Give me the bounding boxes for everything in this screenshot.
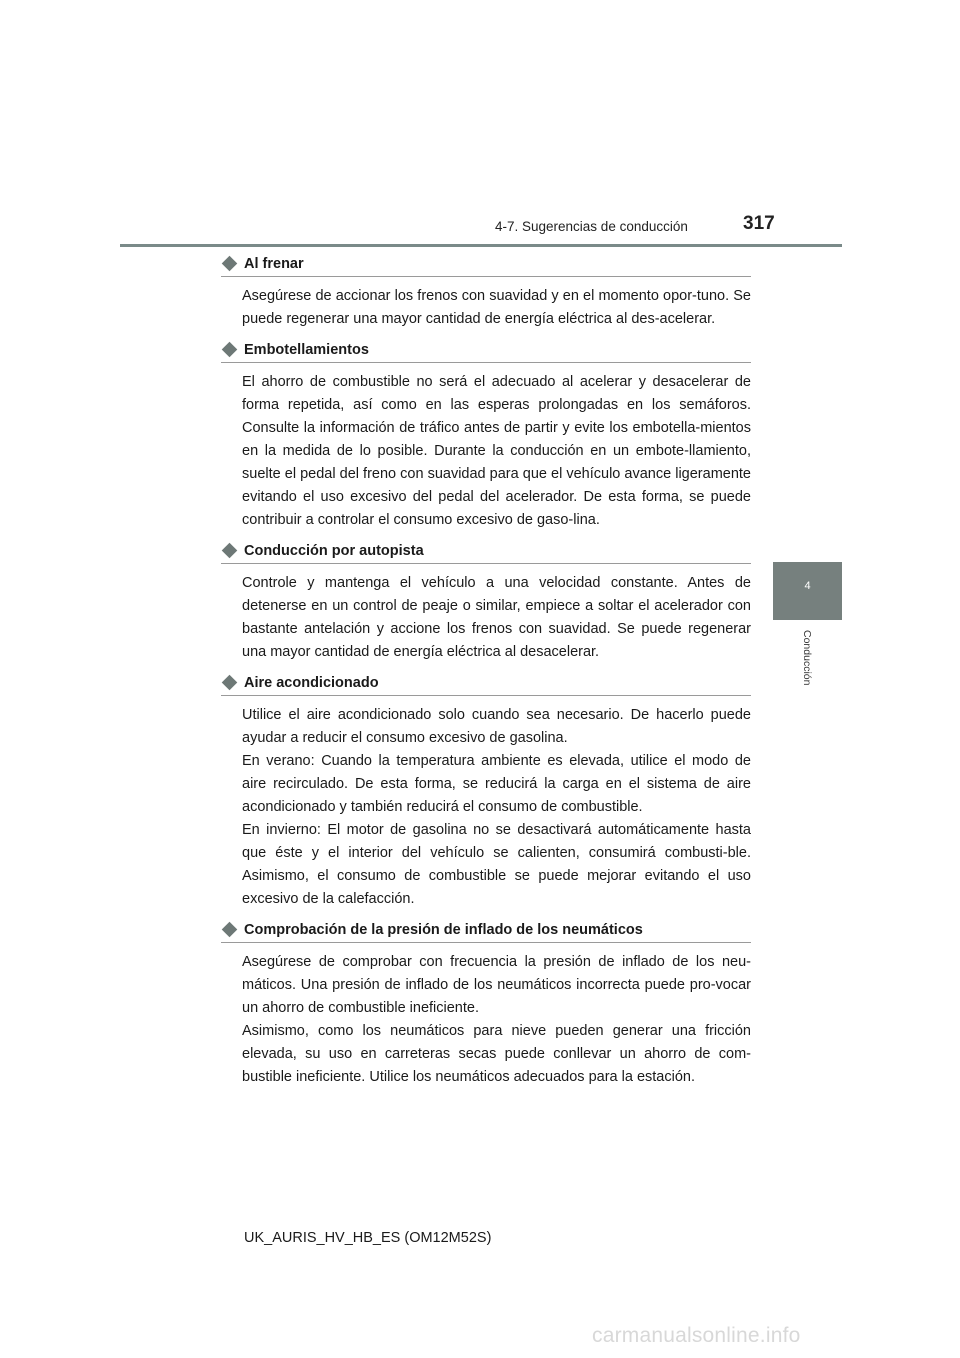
diamond-bullet-icon: [222, 543, 238, 559]
page-number: 317: [743, 213, 775, 234]
diamond-bullet-icon: [222, 342, 238, 358]
diamond-bullet-icon: [222, 922, 238, 938]
section-embotellamientos: [221, 339, 751, 532]
section-heading: [221, 339, 751, 363]
chapter-label: Conducción: [801, 630, 813, 686]
section-paragraph: Utilice el aire acondicionado solo cuando sea necesario. De hacerlo puede ayudar a reducir el consumo excesivo de gasolina.: [242, 707, 751, 746]
header-divider: [120, 244, 842, 247]
section-heading: [221, 540, 751, 564]
section-presion-neumaticos: [221, 919, 751, 1089]
section-paragraph: Asegúrese de accionar los frenos con suavidad y en el momento opor-tuno. Se puede regenerar una mayor cantidad de energía eléctrica al des-acelerar.: [242, 288, 751, 327]
section-title: Conducción por autopista: [244, 542, 424, 559]
section-autopista: [221, 540, 751, 664]
section-title: Aire acondicionado: [244, 674, 379, 691]
chapter-tab: [773, 562, 842, 620]
section-title: Comprobación de la presión de inflado de los neumáticos: [244, 921, 643, 938]
section-paragraph: Asimismo, como los neumáticos para nieve pueden generar una fricción elevada, su uso en carreteras secas puede conllevar un ahorro de com-bustible ineficiente. Utilice los neumáticos adecuados para la estación.: [242, 1023, 751, 1085]
document-code: UK_AURIS_HV_HB_ES (OM12M52S): [244, 1230, 492, 1246]
section-al-frenar: [221, 253, 751, 331]
section-paragraph: Controle y mantenga el vehículo a una velocidad constante. Antes de detenerse en un control de peaje o similar, empiece a soltar el acelerador con bastante antelación y accione los frenos con suavidad. Se puede regenerar una mayor cantidad de energía eléctrica al desacelerar.: [242, 575, 751, 660]
main-content: [221, 253, 751, 1097]
section-heading: [221, 672, 751, 696]
section-title: Al frenar: [244, 255, 304, 272]
section-paragraph: En invierno: El motor de gasolina no se desactivará automáticamente hasta que éste y el interior del vehículo se calienten, consumirá combusti-ble. Asimismo, el consumo de combustible se puede mejorar evitando el uso excesivo de la calefacción.: [242, 822, 751, 907]
section-paragraph: El ahorro de combustible no será el adecuado al acelerar y desacelerar de forma repetida, así como en las esperas prolongadas en los semáforos. Consulte la información de tráfico antes de partir y evite los embotella-mientos en la medida de lo posible. Durante la conducción en un embote-llamiento, suelte el pedal del freno con suavidad para que el vehículo avance ligeramente evitando el uso excesivo del pedal del acelerador. De esta forma, se puede contribuir a controlar el consumo excesivo de gaso-lina.: [242, 374, 751, 528]
diamond-bullet-icon: [222, 256, 238, 272]
section-paragraph: Asegúrese de comprobar con frecuencia la presión de inflado de los neu-máticos. Una presión de inflado de los neumáticos incorrecta puede pro-vocar un ahorro de combustible ineficiente.: [242, 954, 751, 1016]
section-title: Embotellamientos: [244, 341, 369, 358]
diamond-bullet-icon: [222, 675, 238, 691]
section-paragraph: En verano: Cuando la temperatura ambiente es elevada, utilice el modo de aire recirculado. De esta forma, se reducirá la carga en el sistema de aire acondicionado y también reducirá el consumo de combustible.: [242, 753, 751, 815]
section-aire-acondicionado: [221, 672, 751, 911]
header-section-title: 4-7. Sugerencias de conducción: [495, 219, 688, 234]
watermark: carmanualsonline.info: [592, 1324, 801, 1347]
section-heading: [221, 253, 751, 277]
section-heading: [221, 919, 751, 943]
chapter-number: 4: [804, 580, 811, 592]
